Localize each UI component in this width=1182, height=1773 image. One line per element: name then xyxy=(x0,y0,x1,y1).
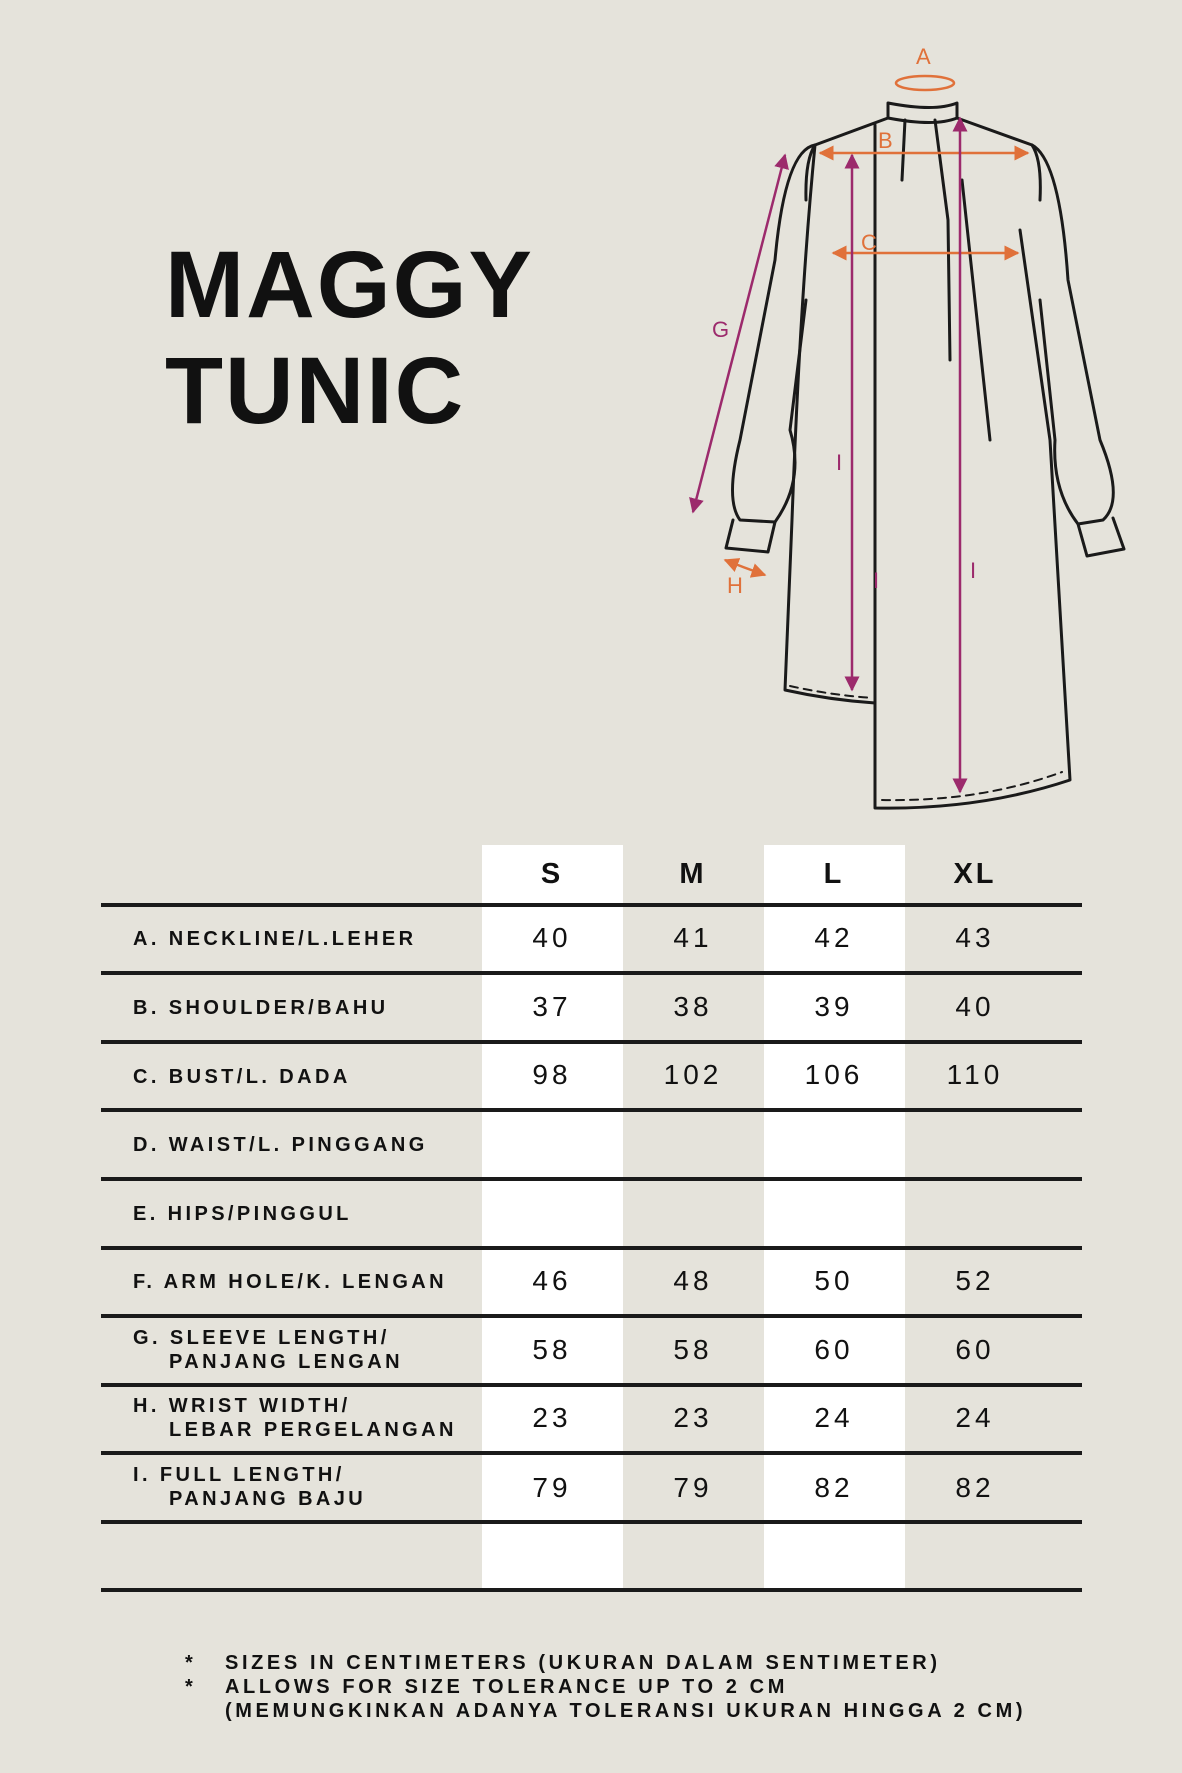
row-label-line-2: PANJANG BAJU xyxy=(169,1488,367,1510)
value-xl: 60 xyxy=(955,1334,995,1365)
table-row-sleeve-length xyxy=(101,1318,1082,1383)
label-b: B xyxy=(878,128,893,153)
value-m: 79 xyxy=(673,1472,713,1503)
footnote-bullet: * xyxy=(185,1676,197,1698)
value-s: 79 xyxy=(532,1472,572,1503)
value-s: 98 xyxy=(532,1059,572,1090)
value-xl: 43 xyxy=(955,922,995,953)
value-s: 40 xyxy=(532,922,572,953)
value-l: 39 xyxy=(814,991,854,1022)
value-m: 38 xyxy=(673,991,713,1022)
row-label-line-2: PANJANG LENGAN xyxy=(169,1351,403,1373)
table-row-armhole xyxy=(101,1250,1082,1314)
footnote-2-continued: (MEMUNGKINKAN ADANYA TOLERANSI UKURAN HINGGA 2 CM) xyxy=(225,1700,1027,1722)
label-h: H xyxy=(727,573,743,598)
size-header-l: L xyxy=(823,858,845,890)
label-i-left: I xyxy=(836,450,843,475)
label-c: C xyxy=(861,230,877,255)
value-m: 102 xyxy=(663,1059,723,1090)
table-row-hips xyxy=(101,1181,1082,1246)
table-row-full-length xyxy=(101,1455,1082,1520)
footnote-text: SIZES IN CENTIMETERS (UKURAN DALAM SENTIMETER) xyxy=(225,1652,941,1674)
value-l: 50 xyxy=(814,1265,854,1296)
title-line-1: MAGGY xyxy=(165,232,534,338)
row-label: H. WRIST WIDTH/ xyxy=(133,1395,351,1417)
value-s: 37 xyxy=(532,991,572,1022)
row-label: E. HIPS/PINGGUL xyxy=(133,1203,352,1225)
table-row-shoulder xyxy=(101,975,1082,1040)
size-header-m: M xyxy=(679,858,707,890)
magenta-measure-lines xyxy=(693,118,960,792)
value-l: 82 xyxy=(814,1472,854,1503)
value-xl: 24 xyxy=(955,1402,995,1433)
label-a: A xyxy=(916,44,931,69)
page-title xyxy=(165,232,534,444)
tunic-measurement-diagram xyxy=(680,30,1130,820)
row-label: C. BUST/L. DADA xyxy=(133,1066,351,1088)
value-m: 23 xyxy=(673,1402,713,1433)
value-xl: 52 xyxy=(955,1265,995,1296)
footnote-text: ALLOWS FOR SIZE TOLERANCE UP TO 2 CM xyxy=(225,1676,788,1698)
title-line-2: TUNIC xyxy=(165,338,466,444)
row-label: A. NECKLINE/L.LEHER xyxy=(133,928,417,950)
label-i-center: I xyxy=(873,568,880,593)
value-l: 106 xyxy=(804,1059,864,1090)
value-s: 58 xyxy=(532,1334,572,1365)
footnotes xyxy=(185,1651,1026,1723)
value-m: 41 xyxy=(673,922,713,953)
row-label: D. WAIST/L. PINGGANG xyxy=(133,1134,428,1156)
value-l: 60 xyxy=(814,1334,854,1365)
value-xl: 82 xyxy=(955,1472,995,1503)
value-xl: 40 xyxy=(955,991,995,1022)
table-rule xyxy=(101,1588,1082,1592)
value-m: 48 xyxy=(673,1265,713,1296)
table-row-bust xyxy=(101,1044,1082,1108)
garment-outline xyxy=(726,103,1124,808)
footnote-bullet: * xyxy=(185,1652,197,1674)
row-label: I. FULL LENGTH/ xyxy=(133,1464,345,1486)
table-rule xyxy=(101,1520,1082,1524)
value-s: 23 xyxy=(532,1402,572,1433)
value-l: 42 xyxy=(814,922,854,953)
size-header-xl: XL xyxy=(953,858,997,890)
value-l: 24 xyxy=(814,1402,854,1433)
label-g: G xyxy=(712,317,730,342)
label-i-right: I xyxy=(970,558,977,583)
table-row-waist xyxy=(101,1112,1082,1177)
value-xl: 110 xyxy=(946,1059,1004,1090)
value-m: 58 xyxy=(673,1334,713,1365)
row-label: B. SHOULDER/BAHU xyxy=(133,997,389,1019)
footnote-2 xyxy=(185,1675,1026,1699)
value-s: 46 xyxy=(532,1265,572,1296)
table-row-neckline xyxy=(101,907,1082,971)
row-label: F. ARM HOLE/K. LENGAN xyxy=(133,1271,447,1293)
table-row-wrist-width xyxy=(101,1387,1082,1451)
size-header-s: S xyxy=(540,858,564,890)
footnote-1 xyxy=(185,1651,1026,1675)
row-label: G. SLEEVE LENGTH/ xyxy=(133,1327,390,1349)
row-label-line-2: LEBAR PERGELANGAN xyxy=(169,1419,457,1441)
